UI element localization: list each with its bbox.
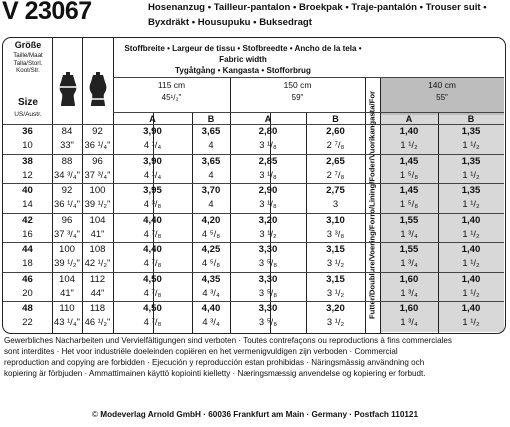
cell-b115: 4,25 (201, 244, 221, 255)
cell-a150: 2,90 (258, 185, 278, 196)
cell-hip_in: 44" (90, 286, 105, 298)
col-a-140: A (405, 114, 413, 124)
divider (113, 77, 504, 78)
row-divider (3, 242, 504, 243)
cell-hip_cm: 96 (92, 155, 103, 167)
cell-a115y: 4 ¹/₄ (143, 168, 162, 180)
cell-a150: 3,20 (258, 214, 278, 226)
cell-a115: 3,90 (143, 126, 162, 137)
cell-b150y: 2 ⁷/₈ (326, 168, 345, 180)
cell-bust_in: 34 ³/₄" (54, 168, 80, 180)
cell-lby: 1 ¹/₂ (462, 227, 480, 239)
footer-line2: sont interdites · Het voor industriële doeleinden copiëren en het vermenigvuldigen zijn verboden · Commercial (4, 347, 398, 356)
divider (3, 124, 504, 125)
col-b-140: B (467, 114, 475, 124)
cell-bust_cm: 96 (61, 214, 73, 226)
cell-b150y: 3 ¹/₂ (326, 286, 345, 298)
cell-b150: 3,15 (326, 273, 345, 285)
cell-bust_cm: 92 (61, 185, 73, 196)
cell-b150y: 3 (332, 198, 339, 209)
cell-lay: 1 ⁵/₈ (399, 168, 419, 180)
cell-b115y: 4 (208, 168, 214, 180)
cell-b115y: 4 ⁵/₈ (201, 257, 221, 268)
row-divider (3, 213, 504, 214)
cell-b115: 4,20 (201, 214, 221, 226)
cell-hip_in: 39 ¹/₂" (84, 198, 111, 209)
cell-a150y: 3 ⁵/₈ (258, 257, 278, 268)
cell-a150: 2,80 (258, 126, 278, 137)
cell-b150y: 3 ³/₈ (326, 227, 345, 239)
cell-a150: 3,30 (258, 303, 278, 314)
cell-eu: 42 (22, 214, 33, 226)
size-title: Größe (14, 40, 42, 50)
cell-bust_in: 39 ¹/₂" (54, 257, 80, 268)
cell-b115y: 4 ³/₄ (202, 286, 220, 298)
cell-eu: 44 (22, 244, 33, 255)
cell-a115y: 4 ⁷/₈ (143, 316, 162, 327)
cell-lay: 1 ³/₄ (400, 316, 418, 327)
cell-hip_in: 36 ¹/₄" (84, 139, 111, 150)
cell-bust_in: 41" (60, 286, 74, 298)
cell-b115: 3,70 (201, 185, 221, 196)
cell-lb: 1,40 (461, 303, 481, 314)
row-divider (3, 272, 504, 273)
cell-lay: 1 ⁵/₈ (399, 198, 419, 209)
garment-title-line1: Hosenanzug • Tailleur-pantalon • Broekpak • Traje-pantalón • Trouser suit • (148, 2, 487, 13)
divider (113, 112, 504, 113)
cell-b150: 3,20 (326, 303, 345, 314)
cell-a115: 4,40 (143, 244, 162, 255)
cell-hip_cm: 112 (89, 273, 106, 285)
cell-b150: 3,10 (326, 214, 345, 226)
cell-us: 12 (22, 168, 33, 180)
cell-bust_cm: 100 (58, 244, 75, 255)
cell-b150y: 2 ⁷/₈ (326, 139, 345, 150)
cell-b115: 4,35 (201, 273, 221, 285)
fabric-width-header: Stoffbreite • Largeur de tissu • Stofbreedte • Ancho de la tela • Fabric width Tygåtgång • Kangasta • Stofforbrug (124, 44, 362, 75)
bust-form-icon (57, 72, 79, 114)
size-subtitle: Taille/Maat Talla/Storl. Koot/Str. (13, 52, 43, 74)
cell-a115y: 4 ³/₈ (143, 198, 162, 209)
cell-b115y: 4 ³/₄ (202, 316, 220, 327)
cell-b150: 2,75 (326, 185, 345, 196)
cell-bust_cm: 104 (58, 273, 75, 285)
lining-label: Futter/Doublure/Voering/Forro/Lining/Foder/Vuorikangasta/For (367, 90, 377, 320)
cell-b150: 3,15 (326, 244, 345, 255)
width-115-cm: 115 cm (157, 80, 186, 90)
cell-us: 16 (22, 227, 33, 239)
width-150-cm: 150 cm (283, 80, 312, 90)
cell-bust_cm: 110 (59, 303, 75, 314)
cell-hip_cm: 92 (92, 126, 103, 137)
cell-lay: 1 ¹/₂ (400, 139, 418, 150)
cell-la: 1,60 (399, 273, 419, 285)
cell-lby: 1 ¹/₂ (462, 139, 480, 150)
footer-line4: kopiering är förbjuden · Ammattimainen käyttö kopiointi kielletty · Næringsmæssig anvendelse og kopiering er forbudt. (4, 369, 426, 378)
publisher-address: · 60036 Frankfurt am Main · Germany · Postfach 110121 (203, 410, 419, 419)
cell-eu: 48 (22, 303, 33, 314)
hip-form-icon (87, 72, 109, 114)
cell-bust_in: 36 ¹/₄" (54, 198, 80, 209)
cell-a150: 2,85 (258, 155, 278, 167)
cell-lb: 1,40 (461, 244, 481, 255)
cell-lby: 1 ¹/₂ (462, 316, 480, 327)
cell-a115: 4,50 (143, 273, 162, 285)
cell-a150y: 3 ⁵/₈ (258, 316, 278, 327)
cell-bust_cm: 88 (61, 155, 73, 167)
size-sublabel: US/Austr. (14, 111, 42, 118)
cell-bust_cm: 84 (61, 126, 73, 137)
footer-line1: Gewerbliches Nacharbeiten und Vervielfältigungen sind verboten · Toutes contrefaçons ou reproductions à fins commerciales (4, 336, 452, 345)
cell-lb: 1,40 (461, 214, 481, 226)
cell-bust_in: 43 ¹/₄" (54, 316, 80, 327)
cell-a115: 3,90 (143, 155, 162, 167)
cell-a150: 3,30 (258, 273, 278, 285)
cell-us: 14 (22, 198, 33, 209)
cell-lb: 1,35 (461, 185, 481, 196)
row-divider (3, 154, 504, 155)
cell-a150: 3,30 (258, 244, 278, 255)
cell-b150: 2,60 (326, 126, 345, 137)
cell-lay: 1 ³/₄ (400, 257, 418, 268)
cell-us: 22 (22, 316, 33, 327)
cell-b115y: 4 (208, 139, 214, 150)
col-a-150: A (264, 114, 272, 124)
cell-b150y: 3 ¹/₂ (326, 257, 345, 268)
cell-a150y: 3 ¹/₈ (259, 168, 277, 180)
cell-b115: 4,40 (201, 303, 221, 314)
cell-a115y: 4 ⁷/₈ (143, 257, 162, 268)
size-label: Size (17, 97, 38, 108)
cell-us: 20 (22, 286, 33, 298)
cell-lby: 1 ¹/₂ (462, 198, 480, 209)
cell-eu: 38 (22, 155, 33, 167)
cell-lby: 1 ¹/₂ (462, 286, 480, 298)
publisher-name: Modeverlag Arnold GmbH (100, 410, 201, 419)
width-115-inch: 45¹/₂" (161, 93, 182, 102)
cell-bust_in: 33" (60, 139, 74, 150)
cell-la: 1,45 (399, 155, 419, 167)
cell-b115: 3,65 (201, 155, 221, 167)
footer-line3: reproduction and copying are forbidden · Ejecución y reproducción estan prohibidas · Näringsmässig användning och (4, 358, 425, 367)
col-b-115: B (207, 114, 215, 124)
garment-title-line2: Byxdräkt • Housupuku • Buksedragt (148, 17, 312, 28)
cell-hip_cm: 108 (89, 244, 106, 255)
copyright-symbol: © (91, 410, 98, 419)
width-150-inch: 59" (291, 93, 304, 102)
col-b-150: B (332, 114, 339, 124)
cell-lby: 1 ¹/₂ (462, 168, 480, 180)
cell-la: 1,45 (399, 185, 419, 196)
cell-us: 18 (22, 257, 33, 268)
cell-la: 1,60 (399, 303, 419, 314)
cell-lb: 1,35 (461, 126, 481, 137)
cell-la: 1,55 (399, 244, 419, 255)
cell-a115: 4,50 (143, 303, 162, 314)
row-divider (3, 183, 504, 184)
cell-a115y: 4 ⁷/₈ (143, 227, 162, 239)
cell-lb: 1,35 (461, 155, 481, 167)
copyright-line (0, 410, 510, 419)
cell-hip_cm: 104 (89, 214, 106, 226)
cell-b115: 3,65 (201, 126, 221, 137)
cell-a150y: 3 ¹/₂ (259, 227, 277, 239)
cell-eu: 46 (22, 273, 33, 285)
cell-lay: 1 ³/₄ (400, 227, 418, 239)
cell-hip_cm: 118 (89, 303, 106, 314)
cell-eu: 36 (22, 126, 33, 137)
cell-la: 1,40 (399, 126, 419, 137)
cell-us: 10 (22, 139, 33, 150)
col-a-115: A (149, 114, 156, 124)
cell-a150y: 3 ¹/₈ (259, 198, 277, 209)
cell-lby: 1 ¹/₂ (462, 257, 480, 268)
cell-a150y: 3 ¹/₈ (259, 139, 277, 150)
pattern-number: V 23067 (2, 0, 92, 25)
cell-hip_in: 46 ¹/₂" (84, 316, 111, 327)
cell-lay: 1 ³/₄ (400, 286, 418, 298)
cell-la: 1,55 (399, 214, 419, 226)
cell-a115y: 4 ¹/₄ (143, 139, 162, 150)
cell-a115: 3,95 (143, 185, 162, 196)
cell-hip_in: 41" (90, 227, 105, 239)
cell-eu: 40 (22, 185, 33, 196)
cell-hip_in: 37 ³/₄" (84, 168, 111, 180)
cell-hip_cm: 100 (89, 185, 106, 196)
row-divider (3, 301, 504, 302)
cell-a115: 4,40 (143, 214, 162, 226)
cell-b115y: 4 (208, 198, 214, 209)
width-140-inch: 55" (436, 93, 448, 102)
cell-bust_in: 37 ³/₄" (54, 227, 80, 239)
cell-b150y: 3 ¹/₂ (326, 316, 345, 327)
cell-a150y: 3 ⁵/₈ (258, 286, 278, 298)
cell-a115y: 4 ⁷/₈ (143, 286, 162, 298)
width-140-cm: 140 cm (428, 80, 456, 90)
cell-hip_in: 42 ¹/₂" (84, 257, 111, 268)
cell-lb: 1,40 (461, 273, 481, 285)
cell-b115y: 4 ⁵/₈ (201, 227, 221, 239)
cell-b150: 2,65 (326, 155, 345, 167)
